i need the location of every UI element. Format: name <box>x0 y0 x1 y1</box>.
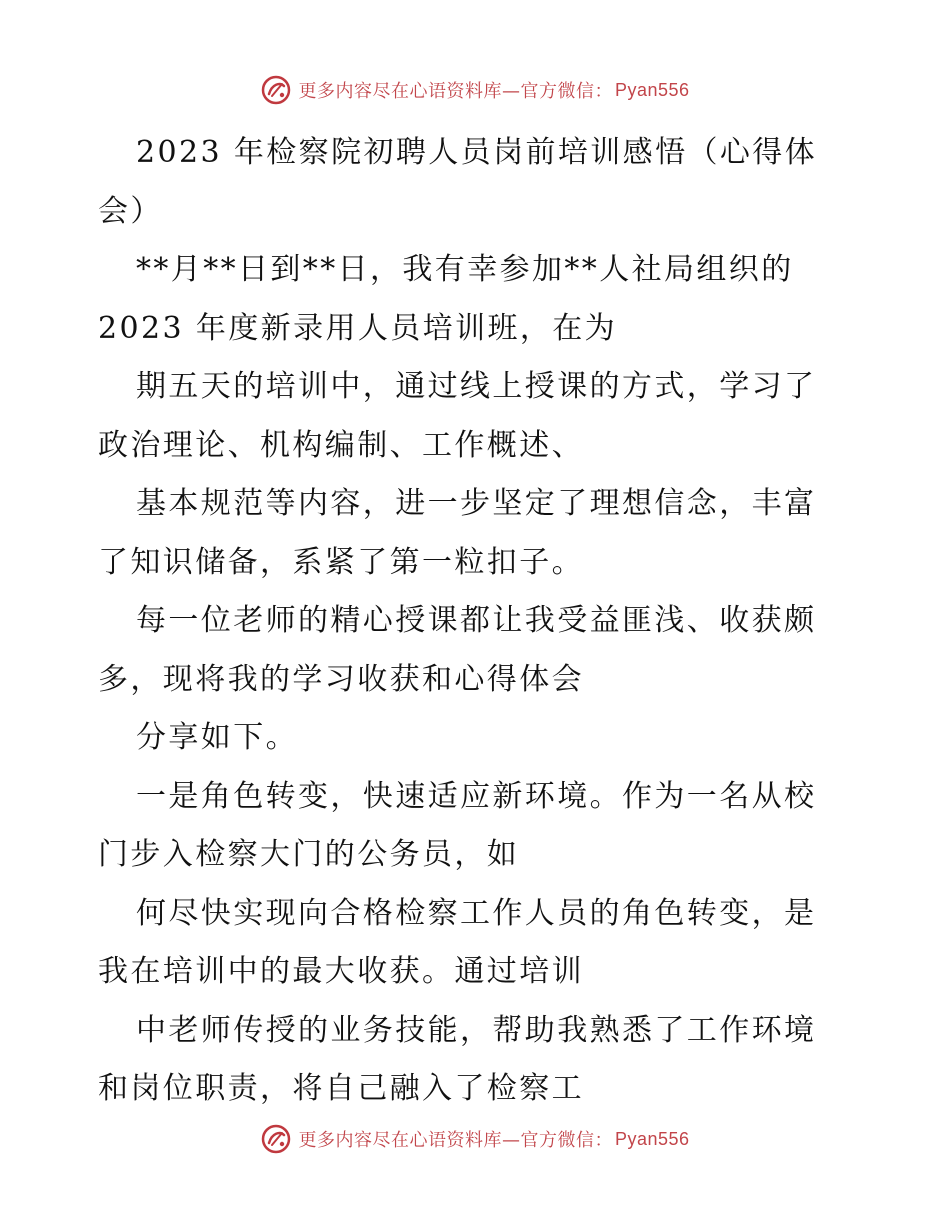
text-line: 2023 年度新录用人员培训班，在为 <box>98 310 618 346</box>
watermark-text: 更多内容尽在心语资料库—官方微信： <box>298 1130 613 1151</box>
text-line: 每一位老师的精心授课都让我受益匪浅、收获颇 <box>136 603 817 638</box>
text-line: 和岗位职责，将自己融入了检察工 <box>98 1071 584 1106</box>
header-watermark <box>0 70 950 110</box>
text-line: **月**日到**日，我有幸参加**人社局组织的 <box>136 252 794 287</box>
text-line: 一是角色转变，快速适应新环境。作为一名从校 <box>136 778 817 814</box>
text-line: 我在培训中的最大收获。通过培训 <box>98 954 584 989</box>
document-body <box>98 124 858 1119</box>
text-line: 2023 年检察院初聘人员岗前培训感悟（心得体 <box>136 135 818 170</box>
watermark-wechat-id: Pyan556 <box>614 1128 690 1149</box>
text-line: 门步入检察大门的公务员，如 <box>98 837 520 872</box>
logo-icon <box>260 74 292 106</box>
text-line: 中老师传授的业务技能，帮助我熟悉了工作环境 <box>136 1012 817 1048</box>
text-line: 政治理论、机构编制、工作概述、 <box>98 427 584 463</box>
text-line: 了知识储备，系紧了第一粒扣子。 <box>98 544 584 580</box>
text-line: 会） <box>98 193 163 229</box>
text-line: 分享如下。 <box>136 720 298 755</box>
text-line: 期五天的培训中，通过线上授课的方式，学习了 <box>136 369 817 404</box>
text-line: 基本规范等内容，进一步坚定了理想信念，丰富 <box>136 486 817 521</box>
watermark-text: 更多内容尽在心语资料库—官方微信： <box>298 81 613 102</box>
logo-icon <box>260 1123 292 1155</box>
footer-watermark <box>0 1119 950 1159</box>
watermark-wechat-id: Pyan556 <box>614 79 690 100</box>
text-line: 多，现将我的学习收获和心得体会 <box>98 661 584 697</box>
text-line: 何尽快实现向合格检察工作人员的角色转变，是 <box>136 895 817 931</box>
